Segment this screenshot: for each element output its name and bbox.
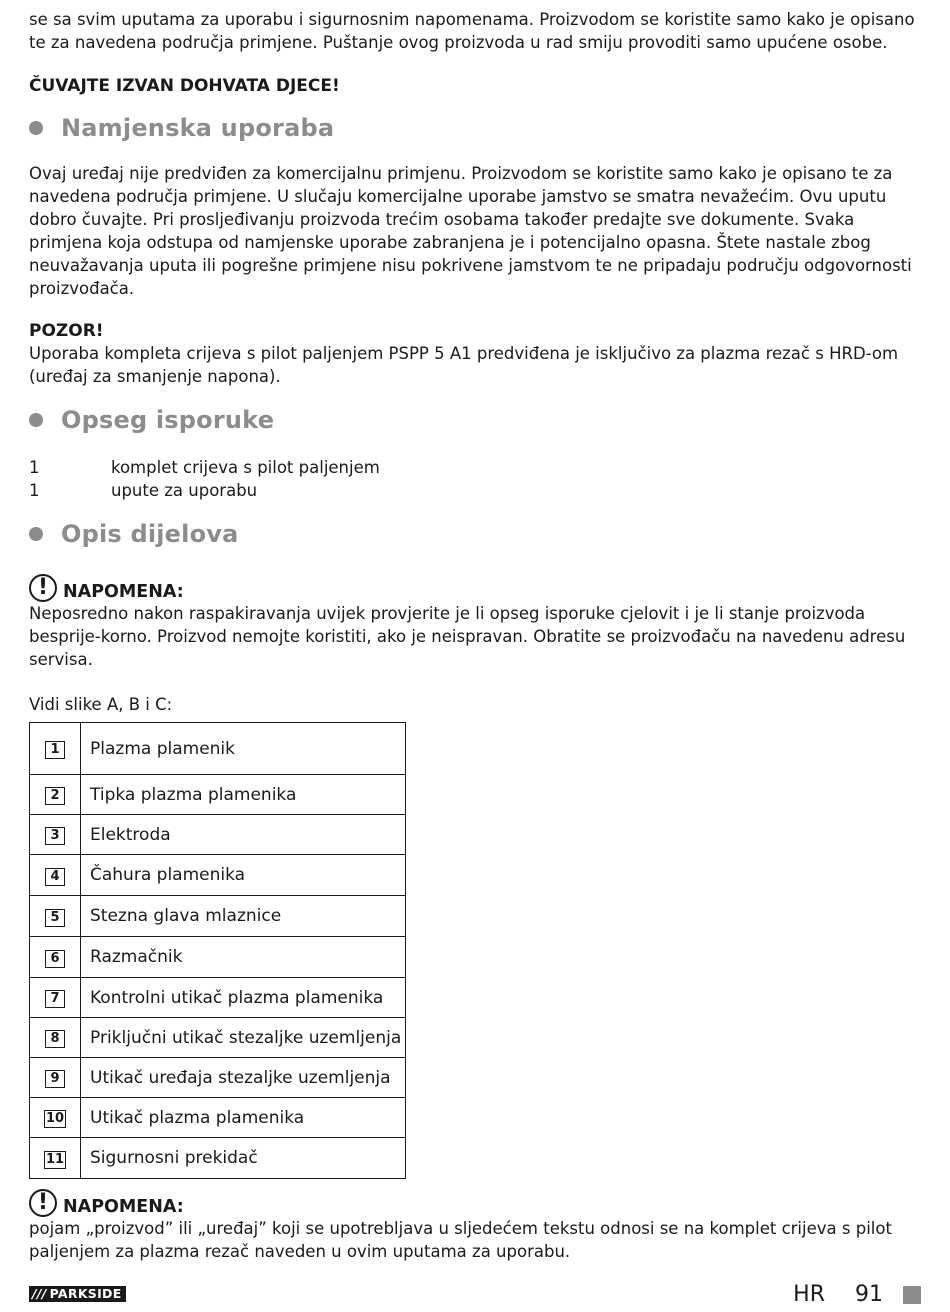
- part-number: 4: [45, 868, 65, 886]
- brand-name: PARKSIDE: [49, 1286, 122, 1301]
- intended-use-paragraph: Ovaj uređaj nije predviđen za komercijalnu primjenu. Proizvodom se koristite samo kako je opisano te za navedena područja primjene. U slučaju komercijalne uporabe jamstvo se smatra nevažećim. Ovu uputu dobro čuvajte. Pri prosljeđivanju proizvoda trećim osobama također predajte sve dokumente. Svaka primjena koja odstupa od namjenske uporabe zabranjena je i potencijalno opasna. Štete nastale zbog neuvažavanja uputa ili pogrešne primjene nisu pokrivene jamstvom te ne pripadaju području odgovornosti proizvođača.: [29, 164, 912, 298]
- parts-table: [29, 722, 406, 1179]
- bullet-icon: [29, 527, 43, 541]
- list-item: [29, 479, 919, 502]
- footer-right: [793, 1282, 921, 1307]
- part-name: Elektroda: [81, 815, 406, 855]
- language-code: HR: [793, 1282, 825, 1307]
- table-row: [30, 1058, 406, 1098]
- section-scope: [29, 406, 919, 434]
- part-number: 6: [45, 950, 65, 968]
- section-parts: [29, 520, 919, 548]
- table-row: [30, 775, 406, 815]
- part-number: 3: [45, 827, 65, 845]
- scope-item: upute za uporabu: [111, 481, 258, 500]
- part-number: 10: [45, 1111, 65, 1126]
- bullet-icon: [29, 121, 43, 135]
- note-paragraph: Neposredno nakon raspakiravanja uvijek provjerite je li opseg isporuke cjelovit i je li stanje proizvoda besprije-korno. Proizvod nemojte koristiti, ako je neispravan. Obratite se proizvođaču na navedenu adresu servisa.: [29, 604, 906, 669]
- part-name: Kontrolni utikač plazma plamenika: [81, 978, 406, 1018]
- note-heading: [29, 574, 919, 602]
- part-name: Sigurnosni prekidač: [81, 1138, 406, 1179]
- section-title: Namjenska uporaba: [61, 114, 335, 142]
- section-title: Opis dijelova: [61, 520, 239, 548]
- logo-stripes-icon: ///: [32, 1286, 47, 1301]
- part-name: Stezna glava mlaznice: [81, 896, 406, 937]
- list-item: [29, 456, 919, 479]
- scope-list: [29, 456, 919, 502]
- table-row: [30, 978, 406, 1018]
- part-name: Čahura plamenika: [81, 855, 406, 896]
- table-row: [30, 1098, 406, 1138]
- part-number: 11: [45, 1151, 65, 1167]
- exclamation-circle-icon: !: [29, 1189, 57, 1217]
- table-row: [30, 815, 406, 855]
- gray-square-icon: [903, 1286, 921, 1304]
- part-number: 9: [45, 1070, 65, 1088]
- table-row: [30, 723, 406, 775]
- brand-logo: [29, 1286, 126, 1302]
- part-number: 8: [45, 1030, 65, 1048]
- scope-item: komplet crijeva s pilot paljenjem: [111, 458, 380, 477]
- note-label: NAPOMENA:: [63, 1197, 184, 1217]
- children-warning: ČUVAJTE IZVAN DOHVATA DJECE!: [29, 76, 340, 96]
- note-heading: [29, 1189, 919, 1217]
- part-name: Utikač plazma plamenika: [81, 1098, 406, 1138]
- table-row: [30, 1018, 406, 1058]
- part-number: 5: [45, 909, 65, 927]
- table-row: [30, 1138, 406, 1179]
- exclamation-circle-icon: !: [29, 574, 57, 602]
- page-number: 91: [855, 1282, 883, 1307]
- note-paragraph: pojam „proizvod” ili „uređaj” koji se upotrebljava u sljedećem tekstu odnosi se na komplet crijeva s pilot paljenjem za plazma rezač naveden u ovim uputama za uporabu.: [29, 1219, 892, 1261]
- part-number: 2: [45, 787, 65, 805]
- table-row: [30, 855, 406, 896]
- section-title: Opseg isporuke: [61, 406, 275, 434]
- scope-qty: 1: [29, 481, 40, 500]
- part-name: Priključni utikač stezaljke uzemljenja: [81, 1018, 406, 1058]
- part-name: Tipka plazma plamenika: [81, 775, 406, 815]
- note-label: NAPOMENA:: [63, 582, 184, 602]
- page-footer: [29, 1282, 921, 1308]
- part-name: Razmačnik: [81, 937, 406, 978]
- see-images-text: Vidi slike A, B i C:: [29, 695, 173, 714]
- scope-qty: 1: [29, 458, 40, 477]
- intro-paragraph: se sa svim uputama za uporabu i sigurnosnim napomenama. Proizvodom se koristite samo kako je opisano te za navedena područja primjene. Puštanje ovog proizvoda u rad smiju provoditi samo upućene osobe.: [29, 10, 915, 52]
- part-number: 1: [45, 741, 65, 759]
- table-row: [30, 896, 406, 937]
- part-number: 7: [45, 990, 65, 1008]
- caution-paragraph: Uporaba kompleta crijeva s pilot paljenjem PSPP 5 A1 predviđena je isključivo za plazma rezač s HRD-om (uređaj za smanjenje napona).: [29, 344, 899, 386]
- bullet-icon: [29, 413, 43, 427]
- table-row: [30, 937, 406, 978]
- part-name: Utikač uređaja stezaljke uzemljenja: [81, 1058, 406, 1098]
- document-page: [29, 8, 919, 1263]
- caution-label: POZOR!: [29, 321, 104, 341]
- section-intended-use: [29, 114, 919, 142]
- part-name: Plazma plamenik: [81, 723, 406, 775]
